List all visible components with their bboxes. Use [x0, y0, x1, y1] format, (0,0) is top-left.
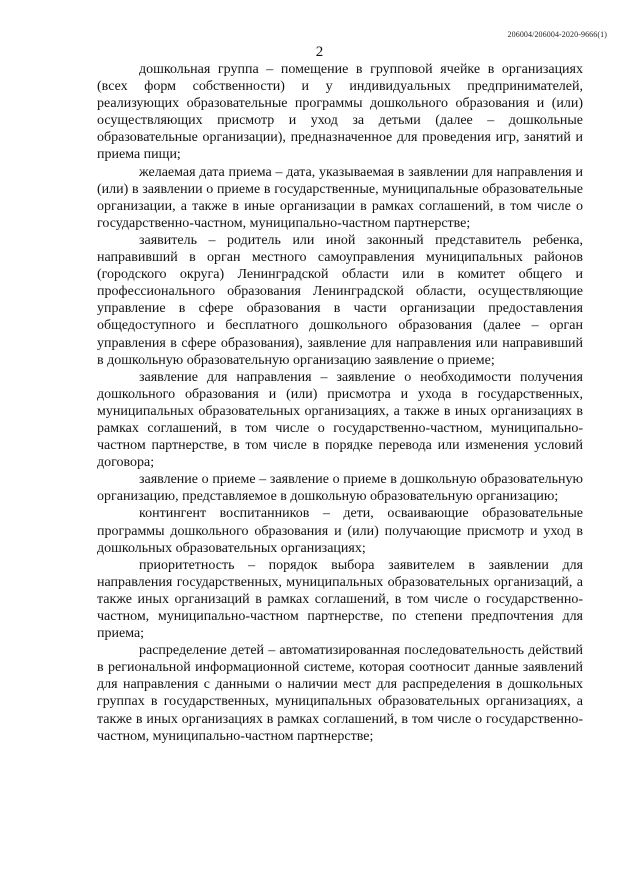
document-id: 206004/206004-2020-9666(1)	[507, 30, 607, 39]
paragraph-desired-date: желаемая дата приема – дата, указываемая в заявлении для направления и (или) в заявлении о приеме в государственные, муниципальные образовательные организации, а также в иные организации в рамках соглашений, в том числе о государственно-частном, муниципально-частном партнерстве;	[97, 164, 583, 231]
paragraph-referral-application: заявление для направления – заявление о необходимости получения дошкольного образования и (или) присмотра и ухода в государственных, муниципальных образовательных организациях, а также в иных организациях в рамках соглашений, в том числе о государственно-частном, муниципально-частном партнерстве, в том числе в порядке перевода или изменения условий договора;	[97, 369, 583, 471]
paragraph-child-distribution: распределение детей – автоматизированная последовательность действий в региональной информационной системе, которая соотносит данные заявлений для направления с данными о наличии мест для распределения в дошкольных группах в государственных, муниципальных образовательных организациях, а также в иных организациях в рамках соглашений, в том числе о государственно-частном, муниципально-частном партнерстве;	[97, 643, 583, 744]
paragraph-admission-application: заявление о приеме – заявление о приеме в дошкольную образовательную организацию, представляемое в дошкольную образовательную организацию;	[97, 472, 583, 505]
paragraph-preschool-group: дошкольная группа – помещение в групповой ячейке в организациях (всех форм собственности) и у индивидуальных предпринимателей, реализующих образовательные программы дошкольного образования и (или) осуществляющих присмотр и уход за детьми (далее – дошкольные образовательные организации), предназначенное для проведения игр, занятий и приема пищи;	[97, 62, 583, 163]
document-body	[97, 61, 583, 745]
paragraph-pupil-contingent: контингент воспитанников – дети, осваивающие образовательные программы дошкольного образования и (или) получающие присмотр и уход в дошкольных образовательных организациях;	[97, 506, 583, 556]
paragraph-applicant: заявитель – родитель или иной законный представитель ребенка, направивший в орган местного самоуправления муниципальных районов (городского округа) Ленинградской области или в комитет общего и профессионального образования Ленинградской области, осуществляющие управление в сфере образования в части организации предоставления общедоступного и бесплатного дошкольного образования (далее – орган управления в сфере образования), заявление для направления или направивший в дошкольную образовательную организацию заявление о приеме;	[97, 232, 583, 368]
paragraph-priority: приоритетность – порядок выбора заявителем в заявлении для направления государственных, муниципальных образовательных организаций, а также иных организаций в рамках соглашений, в том числе о государственно-частном, муниципально-частном партнерстве, по степени предпочтения для приема;	[97, 557, 583, 642]
page-number: 2	[315, 44, 324, 60]
